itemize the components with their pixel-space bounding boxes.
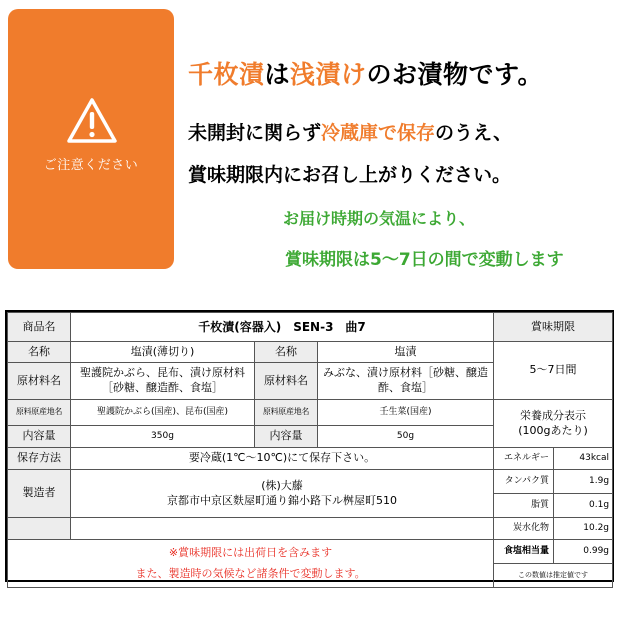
nutrition-title: 栄養成分表示: [520, 408, 587, 422]
maker-spacer-cell: [71, 518, 494, 540]
nutrition-fat-label: 脂質: [494, 494, 554, 518]
notice-heading: [188, 55, 543, 91]
consume-instruction: 賞味期限内にお召し上がりください。: [188, 164, 512, 186]
item2-name-label: 名称: [255, 342, 318, 363]
warning-triangle-icon: [66, 97, 118, 145]
nutrition-carbs-label: 炭水化物: [494, 518, 554, 540]
item2-origin-label: 原料原産地名: [255, 400, 318, 426]
storage-instruction-a: 未開封に関らず: [188, 122, 322, 144]
item1-origin: 聖護院かぶら(国産)、昆布(国産): [71, 400, 255, 426]
expiry-note: [8, 540, 494, 588]
expiry-header: 賞味期限: [494, 313, 613, 342]
item1-ingredients: 聖護院かぶら、昆布、漬け原材料［砂糖、醸造酢、食塩］: [71, 363, 255, 400]
expiry-note-line2: また、製造時の気候など諸条件で変動します。: [135, 566, 366, 580]
item2-content-label: 内容量: [255, 426, 318, 448]
item1-ingredients-label: 原材料名: [8, 363, 71, 400]
item2-ingredients-label: 原材料名: [255, 363, 318, 400]
nutrition-protein-value: 1.9g: [554, 470, 613, 494]
nutrition-carbs-value: 10.2g: [554, 518, 613, 540]
nutrition-energy-label: エネルギー: [494, 448, 554, 470]
maker-spacer: [8, 518, 71, 540]
nutrition-estimate-note: この数値は推定値です: [494, 564, 613, 588]
item1-origin-label: 原料原産地名: [8, 400, 71, 426]
storage-label: 保存方法: [8, 448, 71, 470]
item2-content: 50g: [318, 426, 494, 448]
maker-label: 製造者: [8, 470, 71, 518]
nutrition-salt-label: 食塩相当量: [494, 540, 554, 564]
item1-content: 350g: [71, 426, 255, 448]
storage-instruction-b: 冷蔵庫で保存: [321, 122, 436, 144]
heading-tail: のお漬物です。: [366, 60, 544, 89]
nutrition-protein-label: タンパク質: [494, 470, 554, 494]
expiry-range-note: 賞味期限は5～7日の間で変動します: [285, 250, 564, 270]
item2-name: 塩漬: [318, 342, 494, 363]
notice-label: ご注意ください: [43, 158, 139, 173]
nutrition-per: (100gあたり): [518, 423, 588, 437]
nutrition-energy-value: 43kcal: [554, 448, 613, 470]
notice-badge: [8, 9, 174, 269]
item1-content-label: 内容量: [8, 426, 71, 448]
product-info-table: [5, 310, 614, 582]
heading-pickle-type: 浅漬け: [290, 60, 367, 89]
expiry-value: 5～7日間: [494, 342, 613, 400]
storage-instruction-c: のうえ、: [435, 122, 513, 144]
product-name-label: 商品名: [8, 313, 71, 342]
maker-address: 京都市中京区麩屋町通り錦小路下ル桝屋町510: [167, 493, 398, 507]
item1-name: 塩漬(薄切り): [71, 342, 255, 363]
temperature-note: お届け時期の気温により、: [283, 209, 476, 228]
storage-instruction: [188, 118, 512, 145]
nutrition-header: [494, 400, 613, 448]
maker-name: (株)大藤: [261, 478, 303, 492]
product-name: 千枚漬(容器入) SEN-3 曲7: [71, 313, 494, 342]
storage-method: 要冷蔵(1℃～10℃)にて保存下さい。: [71, 448, 494, 470]
maker-info: [71, 470, 494, 518]
item1-name-label: 名称: [8, 342, 71, 363]
item2-origin: 壬生菜(国産): [318, 400, 494, 426]
nutrition-fat-value: 0.1g: [554, 494, 613, 518]
item2-ingredients: みぶな、漬け原材料［砂糖、醸造酢、食塩］: [318, 363, 494, 400]
nutrition-salt-value: 0.99g: [554, 540, 613, 564]
heading-product: 千枚漬: [188, 60, 265, 89]
expiry-note-line1: ※賞味期限には出荷日を含みます: [168, 545, 333, 559]
heading-particle: は: [264, 60, 291, 89]
